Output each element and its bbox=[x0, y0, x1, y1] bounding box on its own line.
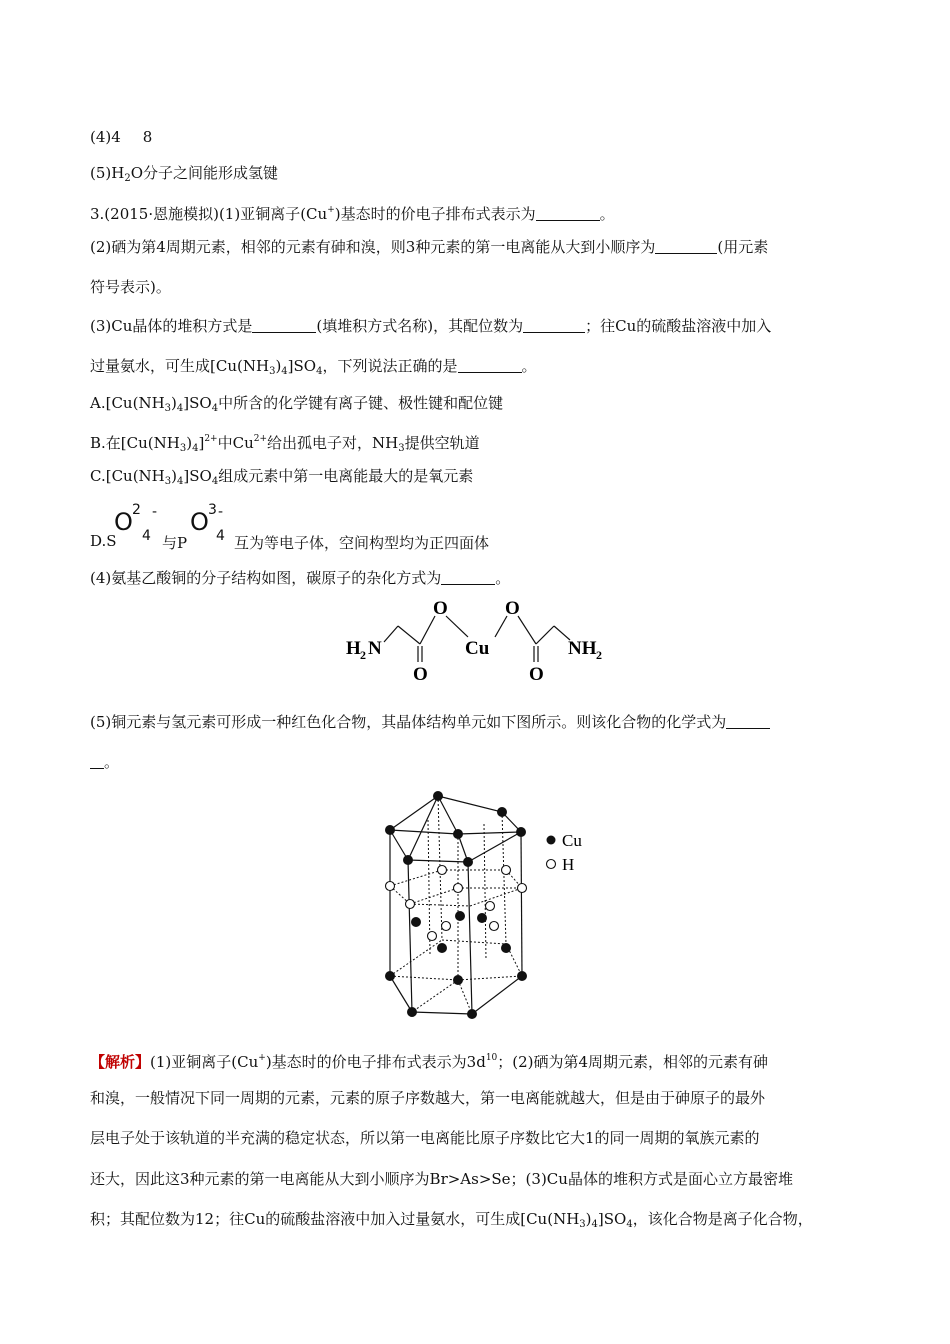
opt-a-so: ]SO bbox=[183, 394, 212, 412]
legend-h-label: H bbox=[562, 855, 575, 874]
cu-atom bbox=[478, 914, 487, 923]
opt-b-text: 给出孤电子对，NH bbox=[267, 434, 399, 452]
top-edge-c bbox=[408, 860, 468, 862]
cu-atom bbox=[404, 856, 413, 865]
q3-line-2 bbox=[90, 356, 537, 382]
q3-line-1 bbox=[90, 316, 771, 336]
cu-atom bbox=[408, 1008, 417, 1017]
q2-line-2 bbox=[90, 277, 171, 297]
q2-line-1 bbox=[90, 237, 768, 257]
sub-4b: 4 bbox=[316, 366, 323, 377]
h-atom bbox=[518, 884, 527, 893]
opt-b-paren: ) bbox=[186, 434, 193, 452]
hidden-mid-g bbox=[410, 888, 458, 904]
opt-b-cu: 中Cu bbox=[217, 434, 254, 452]
bottom-edge-b bbox=[412, 1012, 472, 1014]
atom-nh-right: NH bbox=[568, 638, 597, 659]
top-edge-a bbox=[390, 796, 438, 830]
h-atom bbox=[438, 866, 447, 875]
opt-a-sub3: 3 bbox=[164, 403, 172, 414]
analysis-line-2 bbox=[90, 1088, 765, 1108]
q5-text: (5)铜元素与氢元素可形成一种红色化合物，其晶体结构单元如下图所示。则该化合物的化学式为 bbox=[90, 713, 727, 731]
analysis-text-4: 还大，因此这3种元素的第一电离能从大到小顺序为Br>As>Se；(3)Cu晶体的堆积方式是面心立方最密堆 bbox=[90, 1170, 793, 1188]
opt-b-sub4: 4 bbox=[192, 443, 199, 454]
phosphate-sub: 4 bbox=[216, 528, 225, 544]
opt-d-mid: 与P bbox=[162, 534, 188, 552]
cu-atom bbox=[456, 912, 465, 921]
top-edge-d bbox=[468, 832, 521, 862]
legend-cu-marker bbox=[547, 836, 556, 845]
opt-a-1: A.[Cu(NH bbox=[90, 394, 165, 412]
sulfate-charge-sign: - bbox=[152, 504, 158, 520]
opt-c-sub4b: 4 bbox=[211, 476, 219, 487]
title-end: 。 bbox=[599, 205, 615, 223]
cu-atom bbox=[438, 944, 447, 953]
prev-answer-4 bbox=[90, 127, 152, 147]
cu-atom bbox=[464, 858, 473, 867]
atom-o-down-left: O bbox=[413, 664, 428, 685]
option-c bbox=[90, 466, 473, 492]
opt-c-text: 组成元素中第一电离能最大的是氧元素 bbox=[218, 467, 474, 485]
analysis-text-2: 和溴，一般情况下同一周期的元素，元素的原子序数越大，第一电离能就越大，但是由于砷原子的最外 bbox=[90, 1089, 766, 1107]
opt-c-so: ]SO bbox=[183, 467, 212, 485]
answer-blank-2[interactable] bbox=[655, 239, 717, 254]
opt-a-sub4: 4 bbox=[176, 403, 184, 414]
analysis-text-1c: ；(2)硒为第4周期元素，相邻的元素有砷 bbox=[497, 1053, 769, 1071]
opt-b-1: B.在[Cu(NH bbox=[90, 434, 180, 452]
h-atom bbox=[486, 902, 495, 911]
phosphate-o: O bbox=[190, 508, 209, 536]
legend-h-marker bbox=[547, 860, 556, 869]
answer-blank-7[interactable] bbox=[726, 714, 770, 729]
answer-4-label: (4)4 bbox=[90, 128, 121, 146]
q4-end: 。 bbox=[495, 569, 511, 587]
q5-end: 。 bbox=[104, 753, 120, 771]
opt-a-paren: ) bbox=[171, 394, 177, 412]
analysis-text-1: (1)亚铜离子(Cu bbox=[150, 1053, 259, 1071]
opt-d-text: 互为等电子体，空间构型均为正四面体 bbox=[234, 534, 490, 552]
analysis-tag: 【解析】 bbox=[90, 1053, 151, 1071]
opt-d-label: D.S bbox=[90, 532, 117, 550]
q2-tail: (用元素 bbox=[717, 238, 769, 256]
analysis-so: ]SO bbox=[597, 1210, 627, 1228]
atom-o-up-left: O bbox=[433, 598, 448, 619]
option-a bbox=[90, 393, 503, 419]
h-atom bbox=[490, 922, 499, 931]
answer-4-value: 8 bbox=[142, 128, 153, 146]
opt-b-sub3b: 3 bbox=[398, 443, 405, 454]
paren: ) bbox=[275, 357, 282, 375]
q3-text-a: (3)Cu晶体的堆积方式是 bbox=[90, 317, 253, 335]
opt-c-paren: ) bbox=[171, 467, 177, 485]
top-edge-g bbox=[408, 796, 438, 860]
answer-5-tail: O分子之间能形成氢键 bbox=[130, 164, 279, 182]
top-edge-f bbox=[438, 796, 458, 834]
q4-line bbox=[90, 568, 510, 588]
bond-o-cu bbox=[446, 616, 468, 637]
hidden-vert-e bbox=[484, 824, 486, 960]
option-b bbox=[90, 429, 480, 459]
q3-end: 。 bbox=[521, 357, 537, 375]
bond-c2-o-up bbox=[420, 616, 435, 644]
answer-5-sub: 2 bbox=[124, 173, 131, 184]
analysis-d10: 10 bbox=[485, 1053, 498, 1063]
option-d bbox=[90, 502, 790, 554]
bond-n-c1 bbox=[384, 626, 398, 642]
cu-atom bbox=[412, 918, 421, 927]
sulfate-o: O bbox=[114, 508, 133, 536]
q4-text: (4)氨基乙酸铜的分子结构如图，碳原子的杂化方式为 bbox=[90, 569, 442, 587]
hidden-mid-e bbox=[410, 904, 470, 906]
hidden-mid-a bbox=[390, 870, 442, 886]
sulfate-sub: 4 bbox=[142, 528, 151, 544]
atom-cu: Cu bbox=[465, 638, 490, 659]
atom-o-up-right: O bbox=[505, 598, 520, 619]
cu-atom bbox=[498, 808, 507, 817]
sub-4: 4 bbox=[281, 366, 288, 377]
cu-atom bbox=[468, 1010, 477, 1019]
cu-atom bbox=[517, 828, 526, 837]
h-atom bbox=[454, 884, 463, 893]
q5-line-2 bbox=[90, 752, 119, 772]
atom-h-left-sub: 2 bbox=[360, 648, 366, 662]
sub-3: 3 bbox=[269, 366, 276, 377]
q2-text: (2)硒为第4周期元素，相邻的元素有砷和溴，则3种元素的第一电离能从大到小顺序为 bbox=[90, 238, 656, 256]
opt-a-text: 中所含的化学键有离子键、极性键和配位键 bbox=[218, 394, 504, 412]
bond-o-c3 bbox=[518, 616, 536, 644]
analysis-line-3 bbox=[90, 1128, 760, 1148]
opt-b-text-2: 提供空轨道 bbox=[404, 434, 480, 452]
q3-text-b: (填堆积方式名称)，其配位数为 bbox=[316, 317, 524, 335]
bottom-edge-c bbox=[472, 976, 522, 1014]
opt-b-charge: 2+ bbox=[204, 434, 218, 444]
atom-o-down-right: O bbox=[529, 664, 544, 685]
opt-c-1: C.[Cu(NH bbox=[90, 467, 165, 485]
atom-h-left: H bbox=[346, 638, 361, 659]
prev-answer-5 bbox=[90, 163, 278, 189]
legend-cu-label: Cu bbox=[562, 831, 582, 850]
hidden-bottom-e bbox=[458, 976, 522, 980]
analysis-sub4: 4 bbox=[591, 1219, 598, 1230]
cu-atom bbox=[518, 972, 527, 981]
atom-n-left: N bbox=[368, 638, 382, 659]
answer-blank-4[interactable] bbox=[523, 318, 585, 333]
bond-cu-o bbox=[495, 616, 507, 637]
hidden-bottom-d bbox=[390, 976, 458, 980]
cu-atom bbox=[502, 944, 511, 953]
q3-text-e: ，下列说法正确的是 bbox=[322, 357, 458, 375]
bond-c1-c2 bbox=[398, 626, 420, 644]
so: ]SO bbox=[287, 357, 317, 375]
h-atom bbox=[386, 882, 395, 891]
answer-blank-3[interactable] bbox=[252, 318, 316, 333]
cu-atom bbox=[386, 972, 395, 981]
cu-atom bbox=[386, 826, 395, 835]
q5-line-1 bbox=[90, 712, 770, 732]
answer-5-text: (5)H bbox=[90, 164, 125, 182]
vertical-right bbox=[521, 832, 522, 976]
analysis-line-4 bbox=[90, 1169, 793, 1189]
cu-atom bbox=[454, 976, 463, 985]
analysis-sub4b: 4 bbox=[626, 1219, 633, 1230]
hidden-bottom-b bbox=[442, 940, 506, 944]
bond-c3-c4 bbox=[536, 626, 554, 644]
answer-blank-6[interactable] bbox=[441, 570, 495, 585]
q3-text-d: 过量氨水，可生成[Cu(NH bbox=[90, 357, 270, 375]
answer-blank-5[interactable] bbox=[458, 358, 522, 373]
vertical-front-right bbox=[468, 862, 472, 1014]
cu-atom bbox=[454, 830, 463, 839]
opt-b-cu-charge: 2+ bbox=[253, 434, 268, 444]
hidden-mid-f bbox=[470, 888, 522, 906]
bottom-edge-a bbox=[390, 976, 412, 1012]
h-atom bbox=[442, 922, 451, 931]
question-title bbox=[90, 200, 615, 224]
q3-text-c: ；往Cu的硫酸盐溶液中加入 bbox=[585, 317, 772, 335]
analysis-cu-plus: + bbox=[258, 1053, 266, 1063]
phosphate-charge-sign: - bbox=[218, 504, 224, 520]
analysis-line-5 bbox=[90, 1209, 813, 1235]
analysis-paren: ) bbox=[585, 1210, 592, 1228]
q2-text-2: 符号表示)。 bbox=[90, 278, 171, 296]
analysis-text-3: 层电子处于该轨道的半充满的稳定状态，所以第一电离能比原子序数比它大1的同一周期的氧族元素的 bbox=[90, 1129, 760, 1147]
hidden-bottom-a bbox=[390, 940, 442, 976]
analysis-text-5b: ，该化合物是离子化合物， bbox=[632, 1210, 813, 1228]
hidden-bottom-g bbox=[458, 980, 472, 1014]
opt-b-bracket: ] bbox=[198, 434, 205, 452]
cu-atom bbox=[434, 792, 443, 801]
analysis-sub3: 3 bbox=[579, 1219, 586, 1230]
hidden-vert-b bbox=[502, 812, 506, 944]
crystal-structure-figure bbox=[376, 790, 596, 1020]
title-text: 3.(2015·恩施模拟)(1)亚铜离子(Cu bbox=[90, 205, 328, 223]
analysis-text-5: 积；其配位数为12；往Cu的硫酸盐溶液中加入过量氨水，可生成[Cu(NH bbox=[90, 1210, 580, 1228]
opt-c-sub4: 4 bbox=[177, 476, 184, 487]
answer-blank-7-cont[interactable] bbox=[90, 754, 104, 769]
opt-c-sub3: 3 bbox=[164, 476, 172, 487]
top-edge-b bbox=[390, 830, 408, 860]
cu-plus: + bbox=[327, 205, 335, 215]
vertical-front-left bbox=[408, 860, 412, 1012]
answer-blank-1[interactable] bbox=[536, 206, 600, 221]
opt-a-sub4b: 4 bbox=[211, 403, 219, 414]
sulfate-charge-num: 2 bbox=[132, 502, 141, 518]
title-text-2: )基态时的价电子排布式表示为 bbox=[334, 205, 536, 223]
opt-b-sub3: 3 bbox=[179, 443, 187, 454]
analysis-text-1b: )基态时的价电子排布式表示为3d bbox=[265, 1053, 486, 1071]
phosphate-charge-num: 3 bbox=[208, 502, 217, 518]
hidden-bottom-f bbox=[412, 980, 458, 1012]
analysis-line-1 bbox=[90, 1048, 768, 1072]
h-atom bbox=[406, 900, 415, 909]
h-atom bbox=[502, 866, 511, 875]
glycine-copper-structure bbox=[340, 596, 620, 686]
h-atom bbox=[428, 932, 437, 941]
atom-nh-right-sub: 2 bbox=[596, 648, 602, 662]
